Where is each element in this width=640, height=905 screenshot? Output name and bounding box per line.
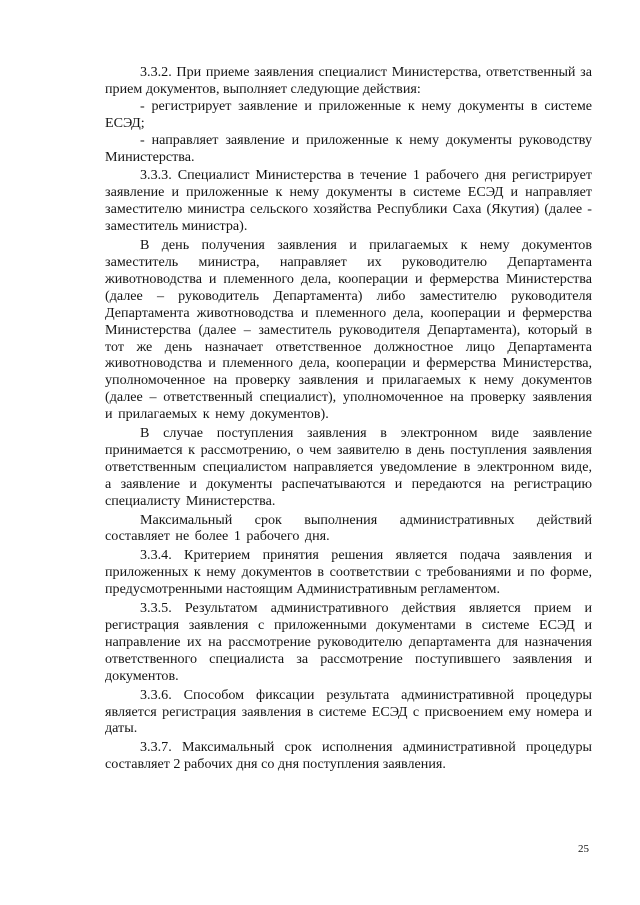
page-number: 25 bbox=[578, 843, 589, 855]
list-item-forward: - направляет заявление и приложенные к нему документы руководству Министерства. bbox=[105, 131, 592, 165]
paragraph-3-3-7: 3.3.7. Максимальный срок исполнения административной процедуры составляет 2 рабочих дня со дня поступления заявления. bbox=[105, 739, 592, 773]
paragraph-3-3-3: 3.3.3. Специалист Министерства в течение 1 рабочего дня регистрирует заявление и приложенные к нему документы в системе ЕСЭД и направляет заместителю министра сельского хозяйства Республики Саха (Якутия) (далее - заместитель министра). bbox=[105, 167, 592, 235]
list-item-register: - регистрирует заявление и приложенные к нему документы в системе ЕСЭД; bbox=[105, 97, 592, 131]
paragraph-3-3-4: 3.3.4. Критерием принятия решения является подача заявления и приложенных к нему документов в соответствии с требованиями и по форме, предусмотренными настоящим Административным регламентом. bbox=[105, 547, 592, 598]
paragraph-3-3-6: 3.3.6. Способом фиксации результата административной процедуры является регистрация заявления в системе ЕСЭД с присвоением ему номера и даты. bbox=[105, 686, 592, 737]
paragraph-3-3-2: 3.3.2. При приеме заявления специалист Министерства, ответственный за прием документов, выполняет следующие действия: bbox=[105, 64, 592, 97]
paragraph-max-duration: Максимальный срок выполнения административных действий составляет не более 1 рабочего дня. bbox=[105, 511, 592, 545]
paragraph-electronic-submission: В случае поступления заявления в электронном виде заявление принимается к рассмотрению, о чем заявителю в день поступления заявления ответственным специалистом направляется уведомление в электронном виде, а заявление и документы распечатываются и передаются на регистрацию специалисту Министерства. bbox=[105, 425, 592, 509]
paragraph-department-assignment: В день получения заявления и прилагаемых к нему документов заместитель министра, направляет их руководителю Департамента животноводства и племенного дела, кооперации и фермерства Министерства (далее – руководитель Департамента) либо заместителю руководителя Департамента животноводства и племенного дела, кооперации и фермерства Министерства (далее – заместитель руководителя Департамента), который в тот же день назначает ответственное должностное лицо Департамента животноводства и племенного дела, кооперации и фермерства Министерства, уполномоченное на проверку заявления и прилагаемых к нему документов (далее – ответственный специалист), уполномоченное на проверку заявления и прилагаемых к нему документов). bbox=[105, 237, 592, 423]
paragraph-3-3-5: 3.3.5. Результатом административного действия является прием и регистрация заявления с приложенными документами в системе ЕСЭД и направление их на рассмотрение руководителю департамента для назначения ответственного специалиста за рассмотрение поступившего заявления и документов. bbox=[105, 600, 592, 684]
document-body bbox=[105, 64, 592, 773]
